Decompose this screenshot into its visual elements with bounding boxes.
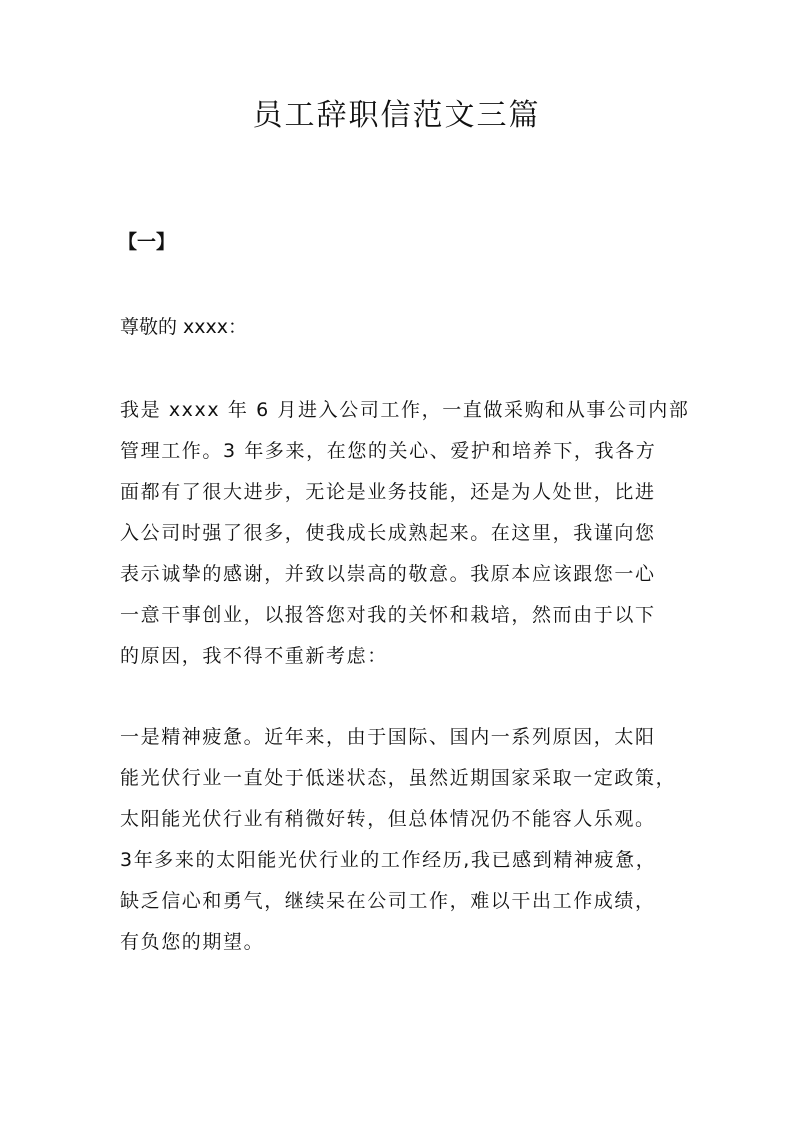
- paragraph-line: 面都有了很大进步，无论是业务技能，还是为人处世，比进: [120, 481, 656, 503]
- paragraph-line: 的原因，我不得不重新考虑：: [120, 645, 388, 667]
- paragraph-reason-one: [120, 717, 680, 963]
- paragraph-line: 太阳能光伏行业有稍微好转，但总体情况仍不能容人乐观。: [120, 808, 656, 830]
- paragraph-intro: [120, 390, 690, 677]
- paragraph-line: 能光伏行业一直处于低迷状态，虽然近期国家采取一定政策，: [120, 767, 677, 789]
- salutation: 尊敬的 xxxx：: [120, 316, 248, 338]
- paragraph-line: 管理工作。3 年多来，在您的关心、爱护和培养下，我各方: [120, 440, 657, 462]
- paragraph-line: 我是 xxxx 年 6 月进入公司工作，一直做采购和从事公司内部: [120, 399, 690, 421]
- paragraph-line: 入公司时强了很多，使我成长成熟起来。在这里，我谨向您: [120, 522, 656, 544]
- document-title: 员工辞职信范文三篇: [252, 98, 541, 133]
- paragraph-line: 一是精神疲惫。近年来，由于国际、国内一系列原因，太阳: [120, 726, 656, 748]
- paragraph-line: 一意干事创业，以报答您对我的关怀和栽培，然而由于以下: [120, 604, 656, 626]
- paragraph-line: 有负您的期望。: [120, 931, 265, 953]
- paragraph-line: 表示诚挚的感谢，并致以崇高的敬意。我原本应该跟您一心: [120, 563, 656, 585]
- paragraph-line: 缺乏信心和勇气，继续呆在公司工作，难以干出工作成绩，: [120, 890, 656, 912]
- paragraph-line: 3年多来的太阳能光伏行业的工作经历,我已感到精神疲惫，: [120, 849, 657, 871]
- section-heading: 【一】: [118, 231, 176, 253]
